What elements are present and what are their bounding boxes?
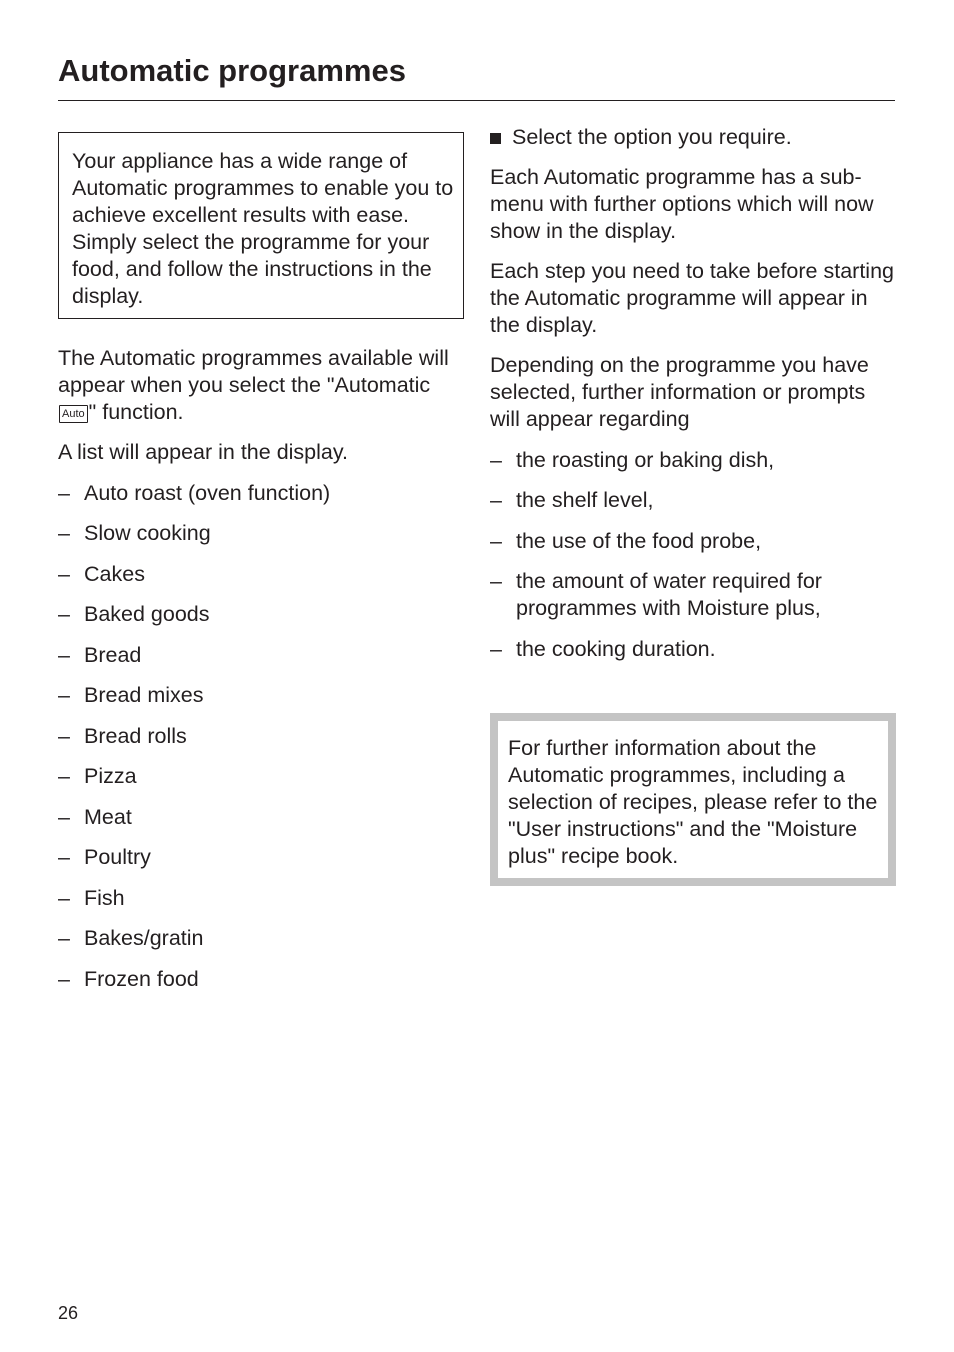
step-text: Select the option you require. [512,125,792,149]
list-item: – Baked goods [58,601,464,628]
list-item: – Bread mixes [58,682,464,709]
right-column [490,124,896,663]
list-item: – Poultry [58,844,464,871]
list-item: – the use of the food probe, [490,528,896,555]
title-divider [58,100,895,101]
list-item: – Meat [58,804,464,831]
prompt-list [490,447,896,663]
list-item: – Auto roast (oven function) [58,480,464,507]
prompts-paragraph: Depending on the programme you have selected, further information or prompts will appear regarding [490,353,869,431]
page-title: Automatic programmes [58,53,406,88]
auto-function-text-after: " function. [88,400,184,424]
intro-box [58,132,464,319]
auto-function-paragraph [58,345,464,426]
steps-paragraph: Each step you need to take before starting the Automatic programme will appear in the display. [490,259,894,337]
auto-function-text-before: The Automatic programmes available will appear when you select the "Automatic [58,346,449,397]
list-item: – Frozen food [58,966,464,993]
programme-list [58,480,464,993]
instruction-step [490,124,896,151]
list-item: – the roasting or baking dish, [490,447,896,474]
intro-text-2: Simply select the programme for your food, and follow the instructions in the display. [72,230,432,308]
left-column [58,132,464,993]
list-item: – Bakes/gratin [58,925,464,952]
list-item: – Bread rolls [58,723,464,750]
list-item: – Fish [58,885,464,912]
intro-text-1: Your appliance has a wide range of Automatic programmes to enable you to achieve excellent results with ease. [72,149,454,227]
list-item: – the shelf level, [490,487,896,514]
square-bullet-icon [490,133,501,144]
list-item: – the cooking duration. [490,636,896,663]
note-text: For further information about the Automatic programmes, including a selection of recipes, please refer to the "User instructions" and the "Moisture plus" recipe book. [508,736,878,868]
note-box [490,713,896,886]
list-item: – Pizza [58,763,464,790]
list-item: – the amount of water required for programmes with Moisture plus, [490,568,896,622]
list-item: – Bread [58,642,464,669]
page-number: 26 [58,1303,79,1323]
submenu-paragraph: Each Automatic programme has a submenu with further options which will now show in the display. [490,165,874,243]
list-item: – Slow cooking [58,520,464,547]
list-intro-paragraph: A list will appear in the display. [58,440,348,464]
auto-icon: Auto [59,405,88,423]
list-item: – Cakes [58,561,464,588]
